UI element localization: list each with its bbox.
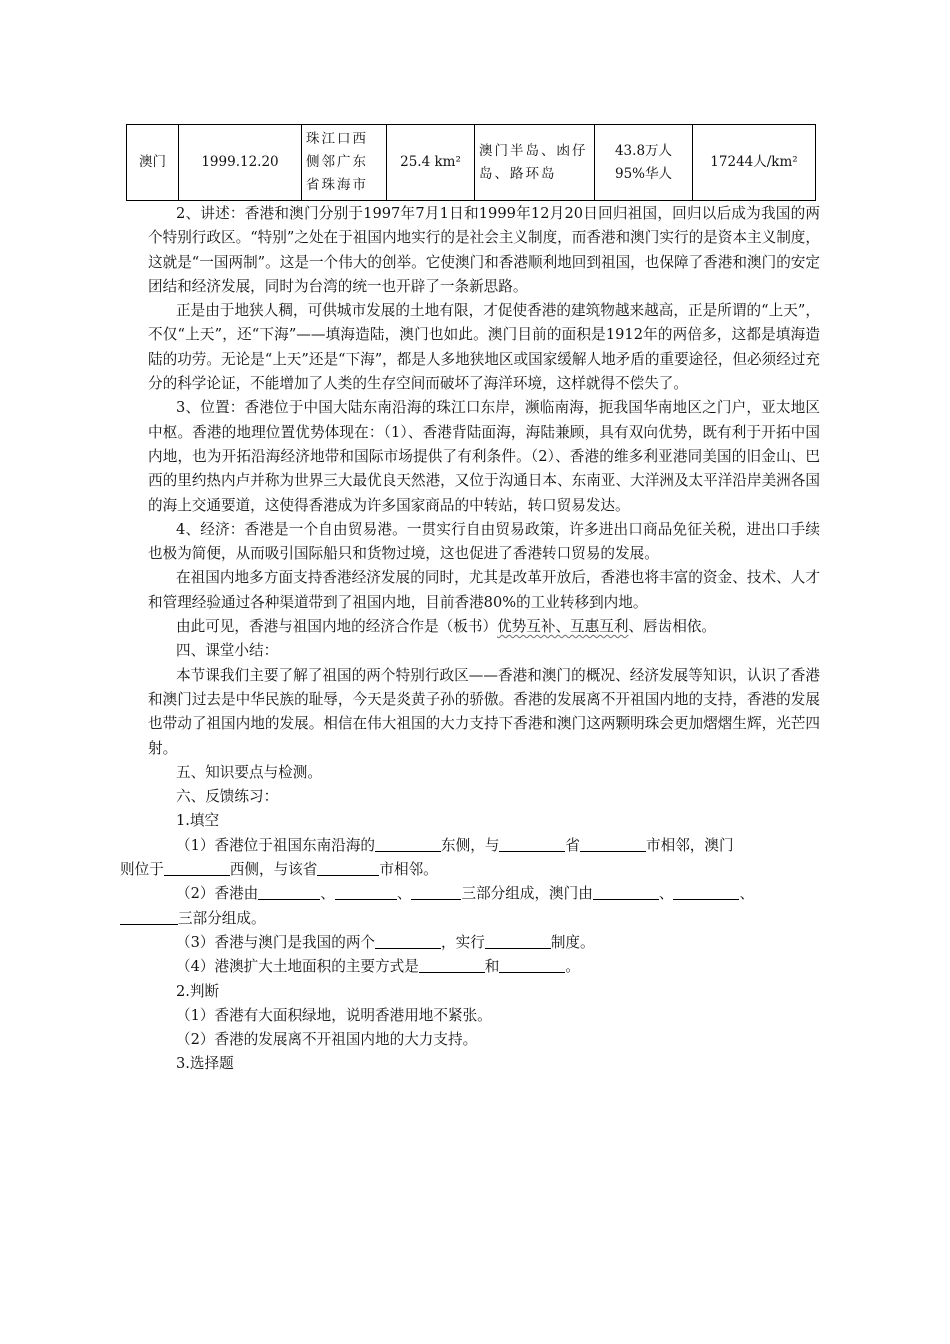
answer-blank[interactable] <box>580 837 646 852</box>
section-summary-heading: 四、课堂小结： <box>176 642 279 660</box>
answer-blank[interactable] <box>499 958 565 973</box>
cell-name: 澳门 <box>127 125 179 201</box>
judge-question-2: （2）香港的发展离不开祖国内地的大力支持。 <box>176 1031 478 1049</box>
paragraph-land-reclamation: 正是由于地狭人稠，可供城市发展的土地有限，才促使香港的建筑物越来越高，正是所谓的“上天”，不仅“上天”，还“下海”——填海造陆，澳门也如此。澳门目前的面积是1912年的两倍多，这都是填海造陆的功劳。无论是“上天”还是“下海”，都是人多地狭地区或国家缓解人地矛盾的重要途径，但必须经过充分的科学论证，不能增加了人类的生存空间而破坏了海洋环境，这样就得不偿失了。 <box>148 302 820 393</box>
cell-density: 17244人/km² <box>693 125 816 201</box>
body-text <box>120 202 820 1077</box>
table-row <box>127 125 816 201</box>
answer-blank[interactable] <box>375 934 441 949</box>
fill-question-4: （4）港澳扩大土地面积的主要方式是 和 。 <box>176 958 581 976</box>
fill-question-1: （1）香港位于祖国东南沿海的 东侧，与 省 市相邻，澳门 则位于 西侧，与该省 市相邻。 <box>120 836 734 879</box>
fill-blank-heading: 1.填空 <box>176 812 220 830</box>
paragraph-location: 3、位置：香港位于中国大陆东南沿海的珠江口东岸，濒临南海，扼我国华南地区之门户，亚太地区中枢。香港的地理位置优势体现在：（1）、香港背陆面海，海陆兼顾，具有双向优势，既有利于开拓中国内地，也为开拓沿海经济地带和国际市场提供了有利条件。（2）、香港的维多利亚港同美国的旧金山、巴西的里约热内卢并称为世界三大最优良天然港，又位于沟通日本、东南亚、大洋洲及太平洋沿岸美洲各国的海上交通要道，这使得香港成为许多国家商品的中转站，转口贸易发达。 <box>148 399 820 514</box>
judge-heading: 2.判断 <box>176 982 220 1000</box>
answer-blank[interactable] <box>673 885 739 900</box>
section-exercise-heading: 六、反馈练习： <box>176 788 279 806</box>
answer-blank[interactable] <box>120 910 178 925</box>
blackboard-keywords: 优势互补、互惠互利 <box>497 618 629 636</box>
answer-blank[interactable] <box>164 861 230 876</box>
cell-population <box>595 125 693 201</box>
paragraph-return: 2、讲述：香港和澳门分别于1997年7月1日和1999年12月20日回归祖国，回归以后成为我国的两个特别行政区。“特别”之处在于祖国内地实行的是社会主义制度，而香港和澳门实行的是资本主义制度，这就是“一国两制”。这是一个伟大的创举。它使澳门和香港顺利地回到祖国，也保障了香港和澳门的安定团结和经济发展，同时为台湾的统一也开辟了一条新思路。 <box>148 205 820 295</box>
answer-blank[interactable] <box>419 958 485 973</box>
answer-blank[interactable] <box>411 885 461 900</box>
answer-blank[interactable] <box>258 885 320 900</box>
cell-location: 珠江口西侧邻广东省珠海市 <box>302 125 387 201</box>
answer-blank[interactable] <box>375 837 441 852</box>
answer-blank[interactable] <box>485 934 551 949</box>
population-chinese-share: 95%华人 <box>614 165 672 182</box>
paragraph-economy: 4、经济：香港是一个自由贸易港。一贯实行自由贸易政策，许多进出口商品免征关税，进出口手续也极为简便，从而吸引国际船只和货物过境，这也促进了香港转口贸易的发展。 <box>148 520 820 563</box>
paragraph-cooperation: 由此可见，香港与祖国内地的经济合作是（板书）优势互补、互惠互利、唇齿相依。 <box>176 618 717 636</box>
answer-blank[interactable] <box>335 885 397 900</box>
answer-blank[interactable] <box>317 861 379 876</box>
cell-return-date: 1999.12.20 <box>179 125 302 201</box>
section-knowledge-heading: 五、知识要点与检测。 <box>176 763 322 781</box>
cell-area: 25.4 km² <box>387 125 475 201</box>
macau-info-table <box>126 124 816 201</box>
fill-question-2: （2）香港由 、 、 三部分组成，澳门由 、 、 三部分组成。 <box>148 882 820 931</box>
paragraph-summary: 本节课我们主要了解了祖国的两个特别行政区——香港和澳门的概况、经济发展等知识，认识了香港和澳门过去是中华民族的耻辱，今天是炎黄子孙的骄傲。香港的发展离不开祖国内地的支持，香港的发展也带动了祖国内地的发展。相信在伟大祖国的大力支持下香港和澳门这两颗明珠会更加熠熠生辉，光芒四射。 <box>148 666 820 757</box>
answer-blank[interactable] <box>499 837 565 852</box>
judge-question-1: （1）香港有大面积绿地，说明香港用地不紧张。 <box>176 1006 492 1024</box>
cell-composition: 澳门半岛、凼仔岛、路环岛 <box>475 125 595 201</box>
answer-blank[interactable] <box>593 885 659 900</box>
fill-question-3: （3）香港与澳门是我国的两个 ，实行 制度。 <box>176 933 595 951</box>
population-count: 43.8万人 <box>614 142 673 159</box>
choice-heading: 3.选择题 <box>176 1055 234 1073</box>
paragraph-mainland-support: 在祖国内地多方面支持香港经济发展的同时，尤其是改革开放后，香港也将丰富的资金、技术、人才和管理经验通过各种渠道带到了祖国内地，目前香港80%的工业转移到内地。 <box>148 569 820 611</box>
